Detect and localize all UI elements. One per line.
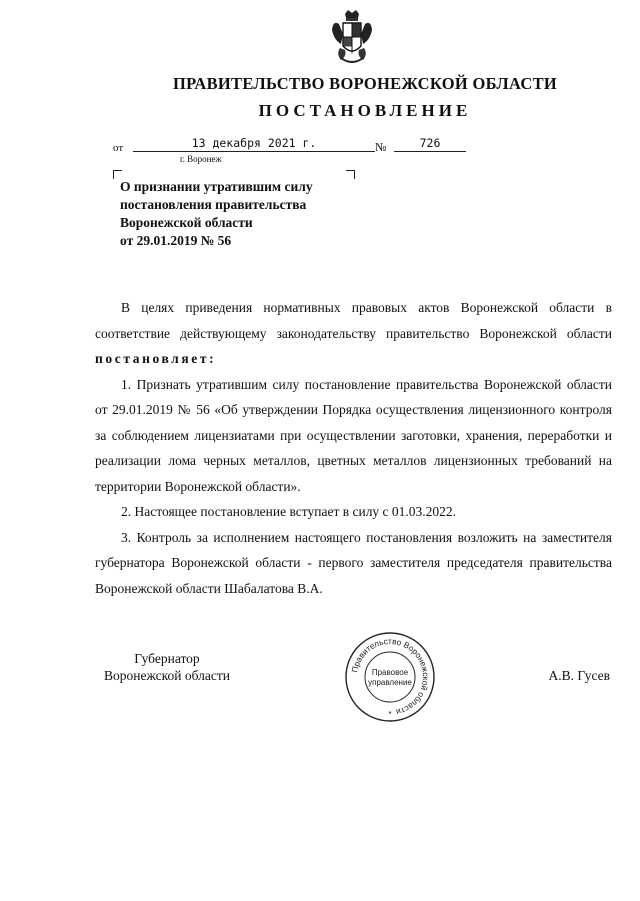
stamp-ring-text: Правительство Воронежской области (349, 635, 432, 718)
government-title: ПРАВИТЕЛЬСТВО ВОРОНЕЖСКОЙ ОБЛАСТИ (172, 74, 558, 93)
subject-line: постановления правительства (120, 197, 307, 212)
document-date: 13 декабря 2021 г. (133, 136, 375, 152)
stamp-center-line: Правовое (371, 668, 409, 677)
document-type: ПОСТАНОВЛЕНИЕ (258, 101, 472, 120)
subject-line: О признании утратившим силу (120, 179, 313, 194)
number-label: № (375, 140, 387, 154)
document-body (95, 295, 612, 601)
resolves-word: постановляет: (95, 351, 217, 366)
signer-name: А.В. Гусев (548, 668, 610, 683)
preamble-text: В целях приведения нормативных правовых актов Воронежской области в соответствие действующему законодательству правительство Воронежской области (95, 300, 612, 341)
preamble-paragraph (95, 295, 612, 372)
item-3: 3. Контроль за исполнением настоящего постановления возложить на заместителя губернатора Воронежской области - первого заместителя председателя правительства Воронежской области Шабалатова В.А. (95, 529, 612, 596)
document-number: 726 (394, 136, 466, 152)
subject-line: от 29.01.2019 № 56 (120, 233, 232, 248)
signer-title-line: Губернатор (134, 651, 200, 666)
coat-of-arms-icon (331, 10, 373, 68)
item-1: 1. Признать утратившим силу постановление правительства Воронежской области от 29.01.2019 № 56 «Об утверждении Порядка осуществления лицензионного контроля за соблюдением лицензиатами при осуществлении заготовки, хранения, переработки и реализации лома черных металлов, цветных металлов лицензионных требований на территории Воронежской области». (95, 376, 612, 494)
subject-line: Воронежской области (120, 215, 253, 230)
document-city: г. Воронеж (180, 154, 222, 164)
signer-title-line: Воронежской области (104, 668, 230, 683)
from-label: от (113, 142, 124, 154)
stamp-star: * (388, 710, 392, 719)
document-subject (120, 178, 360, 250)
item-2: 2. Настоящее постановление вступает в силу с 01.03.2022. (121, 504, 457, 519)
official-stamp (344, 631, 436, 723)
stamp-center-line: управление (368, 678, 412, 687)
signer-title (92, 650, 242, 684)
